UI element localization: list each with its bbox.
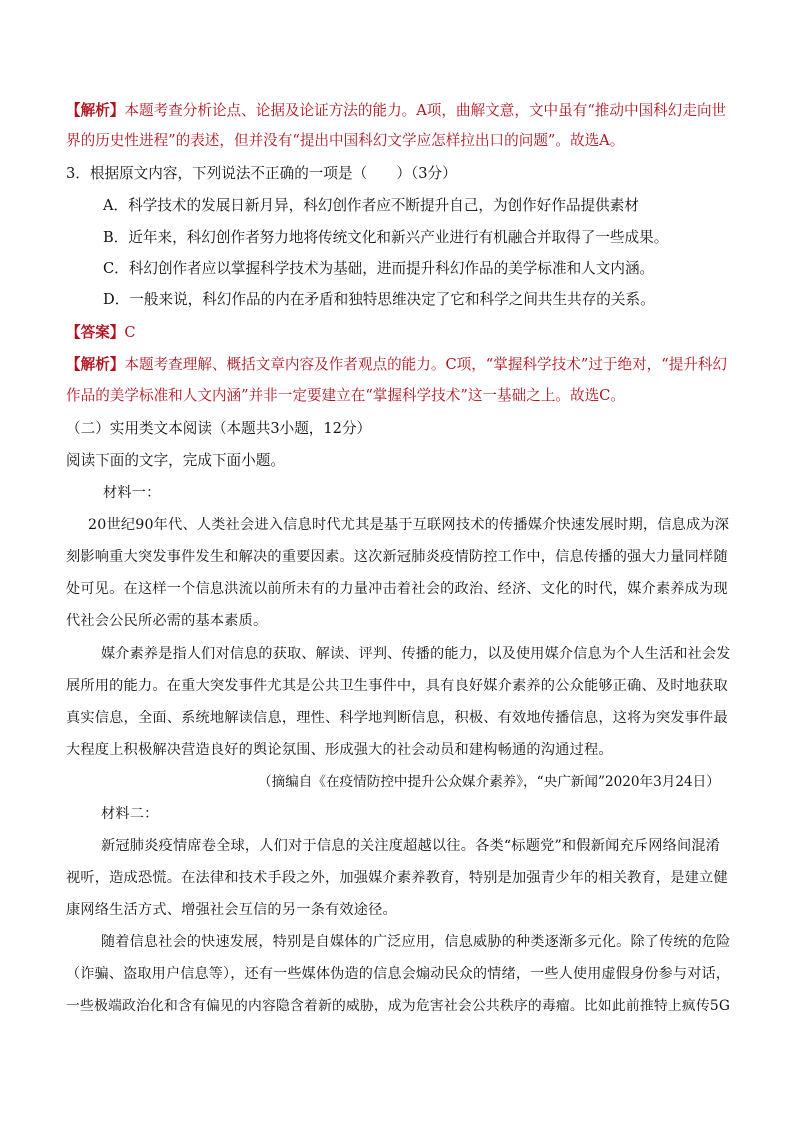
analysis-tag: 【解析】 — [66, 102, 125, 119]
analysis-text: 本题考查理解、概括文章内容及作者观点的能力。C项，“掌握科学技术”过于绝对，“提升科幻 — [124, 356, 728, 373]
analysis-text: 本题考查分析论点、论据及论证方法的能力。A项，曲解文意，文中虽有“推动中国科幻走向世 — [124, 102, 727, 119]
section-instruction: 阅读下面的文字，完成下面小题。 — [66, 452, 285, 469]
option-b: B．近年来，科幻创作者努力地将传统文化和新兴产业进行有机融合并取得了一些成果。 — [103, 229, 669, 246]
material-source: （摘编自《在疫情防控中提升公众媒介素养》，“央广新闻”2020年3月24日） — [258, 774, 720, 790]
analysis-text: 作品的美学标准和人文内涵”并非一定要建立在“掌握科学技术”这一基础之上。故选C。 — [66, 387, 625, 404]
paragraph-line: 媒介素养是指人们对信息的获取、解读、评判、传播的能力，以及使用媒介信息为个人生活和社会发 — [101, 646, 731, 662]
option-d: D．一般来说，科幻作品的内在矛盾和独特思维决定了它和科学之间共生共存的关系。 — [103, 291, 655, 308]
paragraph-line: 新冠肺炎疫情席卷全球，人们对于信息的关注度超越以往。各类“标题党”和假新闻充斥网络间混淆 — [101, 838, 721, 854]
analysis-tag: 【解析】 — [66, 356, 125, 373]
paragraph-line: （诈骗、盗取用户信息等），还有一些媒体伪造的信息会煽动民众的情绪，一些人使用虚假身份参与对话， — [66, 966, 731, 982]
analysis-text: 界的历史性进程”的表述，但并没有“提出中国科幻文学应怎样拉出口的问题”。故选A。 — [66, 132, 625, 149]
question-stem: 3．根据原文内容，下列说法不正确的一项是（ ）（3分） — [66, 165, 457, 182]
paragraph-line: 代社会公民所必需的基本素质。 — [66, 613, 268, 629]
section-heading: （二）实用类文本阅读（本题共3小题，12分） — [66, 420, 372, 437]
paragraph-line: 展所用的能力。在重大突发事件尤其是公共卫生事件中，具有良好媒介素养的公众能够正确、及时地获取 — [66, 678, 728, 694]
answer-tag: 【答案】 — [66, 324, 125, 341]
paragraph-line: 刻影响重大突发事件发生和解决的重要因素。这次新冠肺炎疫情防控工作中，信息传播的强大力量同样随 — [66, 549, 728, 565]
analysis-line — [66, 355, 727, 375]
paragraph-line: 处可见。在这样一个信息洪流以前所未有的力量冲击着社会的政治、经济、文化的时代，媒介素养成为现 — [66, 581, 728, 597]
paragraph-line: 视听，造成恐慌。在法律和技术手段之外，加强媒介素养教育，特别是加强青少年的相关教育，是建立健 — [66, 870, 728, 886]
answer-line — [66, 323, 136, 343]
paragraph-line: 大程度上积极解决营造良好的舆论氛围、形成强大的社会动员和建构畅通的沟通过程。 — [66, 742, 613, 758]
paragraph-line: 真实信息，全面、系统地解读信息，理性、科学地判断信息，积极、有效地传播信息，这将为突发事件最 — [66, 710, 728, 726]
material-label: 材料二： — [101, 806, 159, 822]
option-c: C．科幻创作者应以掌握科学技术为基础，进而提升科幻作品的美学标准和人文内涵。 — [103, 260, 655, 277]
answer-value: C — [124, 324, 136, 341]
paragraph-line: 康网络生活方式、增强社会互信的另一条有效途径。 — [66, 902, 397, 918]
material-label: 材料一： — [103, 485, 161, 501]
analysis-line — [66, 101, 726, 121]
paragraph-line: 一些极端政治化和含有偏见的内容隐含着新的威胁，成为危害社会公共秩序的毒瘤。比如此前推特上疯传5G — [66, 998, 731, 1014]
paragraph-line: 20世纪90年代、人类社会进入信息时代尤其是基于互联网技术的传播媒介快速发展时期，信息成为深 — [88, 517, 730, 533]
paragraph-line: 随着信息社会的快速发展，特别是自媒体的广泛应用，信息威胁的种类逐渐多元化。除了传统的危险 — [101, 934, 731, 950]
option-a: A．科学技术的发展日新月异，科幻创作者应不断提升自己，为创作好作品提供素材 — [103, 197, 639, 214]
